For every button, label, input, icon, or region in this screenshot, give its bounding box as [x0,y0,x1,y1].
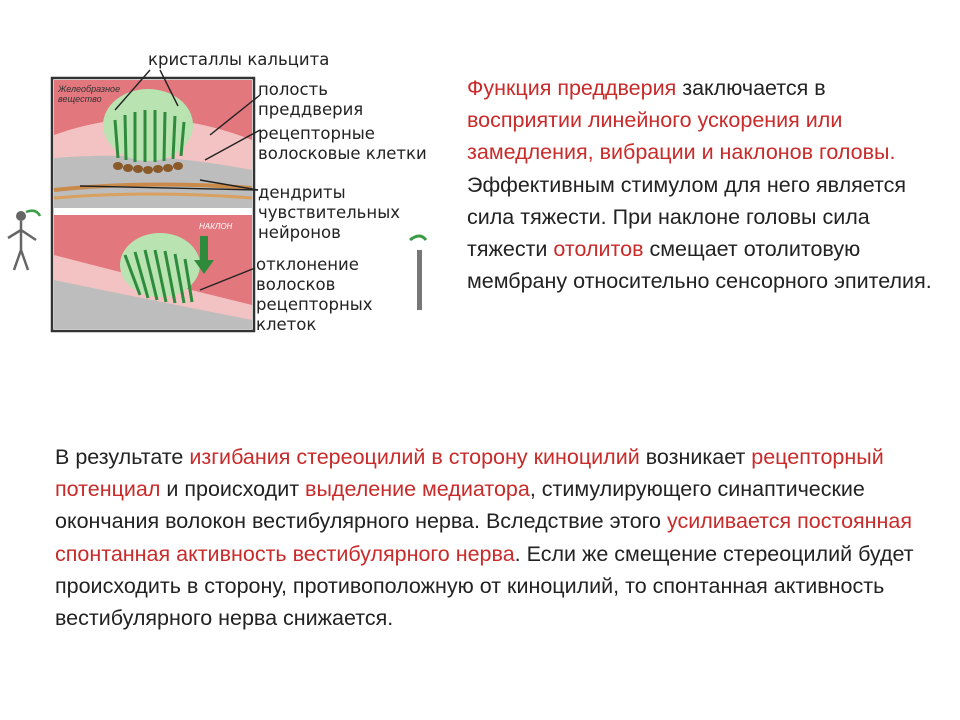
highlighted-text: выделение медиатора [305,477,530,502]
body-text: возникает [639,445,752,469]
highlighted-text: отолитов [553,237,644,262]
body-text: В результате [55,445,190,469]
body-text: заключается в [676,76,826,100]
vestibule-function-paragraph [467,72,937,297]
body-text: Эффективным стимулом для него является сила тяжести. При наклоне головы сила тяжести [467,172,907,262]
highlighted-text: Функция преддверия [467,76,677,100]
crystals-label: кристаллы кальцита [148,50,330,69]
receptor-potential-paragraph [55,441,935,634]
body-text: смещает отолитовую мембрану относительно сенсорного эпителия. [467,237,932,294]
body-text: и происходит [160,477,306,502]
deflection-label: отклонение волосков рецепторных клеток [256,255,373,334]
highlighted-text: изгибания стереоцилий в сторону киноцилий [189,445,640,469]
hair-cells-label: рецепторные волосковые клетки [258,124,427,163]
dendrites-label: дендриты чувствительных нейронов [258,183,400,242]
highlighted-text: рецепторный потенциал [55,445,884,502]
vestibule-diagram [0,40,430,370]
highlighted-text: усиливается постоянная спонтанная активность вестибулярного нерва [55,509,913,566]
gel-substance-label: Желеобразное вещество [58,84,121,104]
highlighted-text: восприятии линейного ускорения или замедления, вибрации и наклонов головы. [467,108,896,165]
body-text: , стимулирующего синаптические окончания волокон вестибулярного нерва. Вследствие этого [55,477,865,534]
body-text: . Если же смещение стереоцилий будет происходить в сторону, противоположную от киноцилий, то спонтанная активность вестибулярного нерва снижается. [55,541,914,631]
cavity-label: полость преддверия [258,80,364,119]
tilt-label: НАКЛОН [199,222,233,231]
